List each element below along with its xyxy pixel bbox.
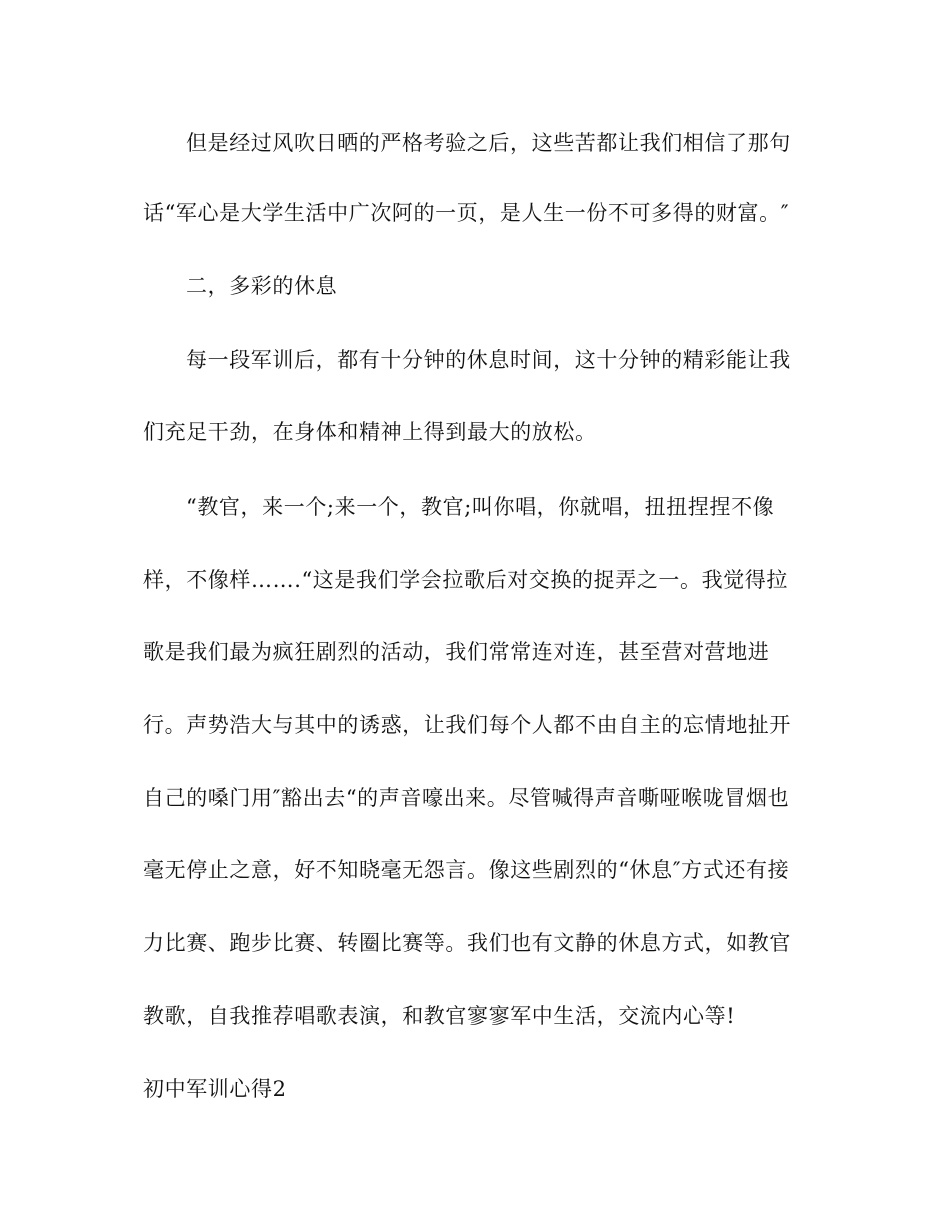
document-title: 初中军训心得2 [143,1077,287,1101]
paragraph-line: 每一段军训后，都有十分钟的休息时间，这十分钟的精彩能让我 [186,348,791,372]
paragraph-line: 歌是我们最为疯狂剧烈的活动，我们常常连对连，甚至营对营地进 [143,640,770,664]
paragraph-line: 毫无停止之意，好不知晓毫无怨言。像这些剧烈的“休息″方式还有接 [143,858,790,882]
paragraph-line: 但是经过风吹日晒的严格考验之后，这些苦都让我们相信了那句 [186,131,791,155]
paragraph-line: 行。声势浩大与其中的诱惑，让我们每个人都不由自主的忘情地扯开 [143,713,791,737]
paragraph-line: 样，不像样…….“这是我们学会拉歌后对交换的捉弄之一。我觉得拉 [143,568,789,592]
paragraph-line: 教歌，自我推荐唱歌表演，和教官寥寥军中生活，交流内心等! [143,1004,736,1028]
paragraph-line: 们充足干劲，在身体和精神上得到最大的放松。 [143,420,597,444]
paragraph-line: 自己的嗓门用″豁出去“的声音嚎出来。尽管喊得声音嘶哑喉咙冒烟也 [143,786,790,810]
paragraph-line: “教官，来一个;来一个，教官;叫你唱，你就唱，扭扭捏捏不像 [186,495,775,519]
section-heading: 二，多彩的休息 [186,274,338,298]
paragraph-line: 话“军心是大学生活中广次阿的一页，是人生一份不可多得的财富。″ [143,201,790,225]
paragraph-line: 力比赛、跑步比赛、转圈比赛等。我们也有文静的休息方式，如教官 [143,931,791,955]
